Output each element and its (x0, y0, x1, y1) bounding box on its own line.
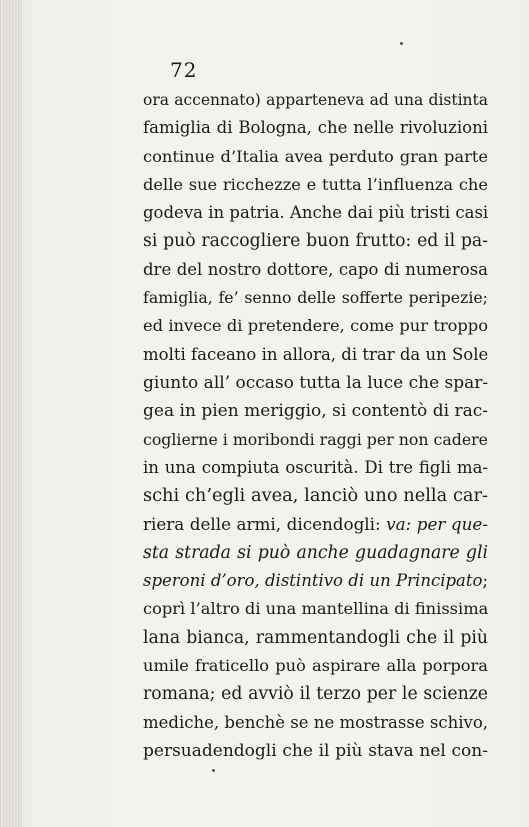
italic-text-segment: sta strada si può anche guadagnare gli (143, 542, 488, 563)
text-segment: gea in pien meriggio, si contentò di rac- (143, 401, 488, 422)
text-segment: umile fraticello può aspirare alla porpora (143, 655, 488, 675)
text-line (143, 454, 488, 482)
text-segment: dre del nostro dottore, capo di numerosa (143, 259, 488, 279)
text-segment: romana; ed avviò il terzo per le scienze (143, 684, 488, 705)
text-segment: molti faceano in allora, di trar da un Sole (143, 344, 489, 364)
text-line (143, 227, 488, 255)
text-line (143, 426, 488, 454)
ink-speck (400, 42, 403, 45)
text-segment: giunto all’ occaso tutta la luce che spar- (143, 372, 489, 393)
body-text (143, 86, 488, 765)
text-line (143, 680, 488, 708)
text-segment: in una compiuta oscurità. Di tre figli ma- (143, 457, 488, 477)
text-line (143, 341, 488, 369)
text-line (143, 284, 488, 312)
text-segment: persuadendogli che il più stava nel con- (143, 740, 488, 761)
text-segment: godeva in patria. Anche dai più tristi casi (143, 203, 489, 223)
text-line (143, 397, 488, 425)
book-spine-shadow (0, 0, 22, 827)
text-line (143, 143, 488, 171)
text-line (143, 312, 488, 340)
page-number: 72 (170, 58, 198, 82)
text-line (143, 171, 488, 199)
text-line (143, 567, 488, 595)
text-line (143, 114, 488, 142)
text-segment: ; (482, 571, 488, 591)
text-line (143, 369, 488, 397)
text-line (143, 86, 488, 114)
text-line (143, 709, 488, 737)
text-line (143, 199, 488, 227)
text-segment: coglierne i moribondi raggi per non cadere (143, 429, 488, 449)
text-line (143, 737, 488, 765)
ink-speck (212, 769, 215, 772)
text-line (143, 652, 488, 680)
text-line (143, 482, 488, 510)
text-segment: ora accennato) apparteneva ad una distinta (143, 91, 488, 109)
text-line (143, 510, 488, 538)
italic-text-segment: speroni d’oro, distintivo di un Principato (143, 571, 483, 591)
text-line (143, 624, 488, 652)
text-segment: schi ch’egli avea, lanciò uno nella car- (143, 486, 488, 507)
text-segment: lana bianca, rammentandogli che il più (143, 627, 488, 648)
text-segment: mediche, benchè se ne mostrasse schivo, (143, 712, 488, 732)
text-segment: riera delle armi, dicendogli: (143, 514, 387, 535)
italic-text-segment: va: per que- (386, 514, 489, 535)
text-line (143, 595, 488, 623)
text-segment: famiglia, fe’ senno delle sofferte peripezie; (143, 288, 488, 308)
text-segment: si può raccogliere buon frutto: ed il pa- (143, 231, 488, 252)
text-segment: famiglia di Bologna, che nelle rivoluzioni (143, 118, 488, 138)
text-line (143, 539, 488, 567)
text-segment: continue d’Italia avea perduto gran parte (143, 146, 488, 166)
text-segment: coprì l’altro di una mantellina di finissima (143, 599, 489, 619)
text-segment: delle sue ricchezze e tutta l’influenza che (143, 174, 488, 194)
text-line (143, 256, 488, 284)
text-segment: ed invece di pretendere, come pur troppo (143, 316, 488, 336)
